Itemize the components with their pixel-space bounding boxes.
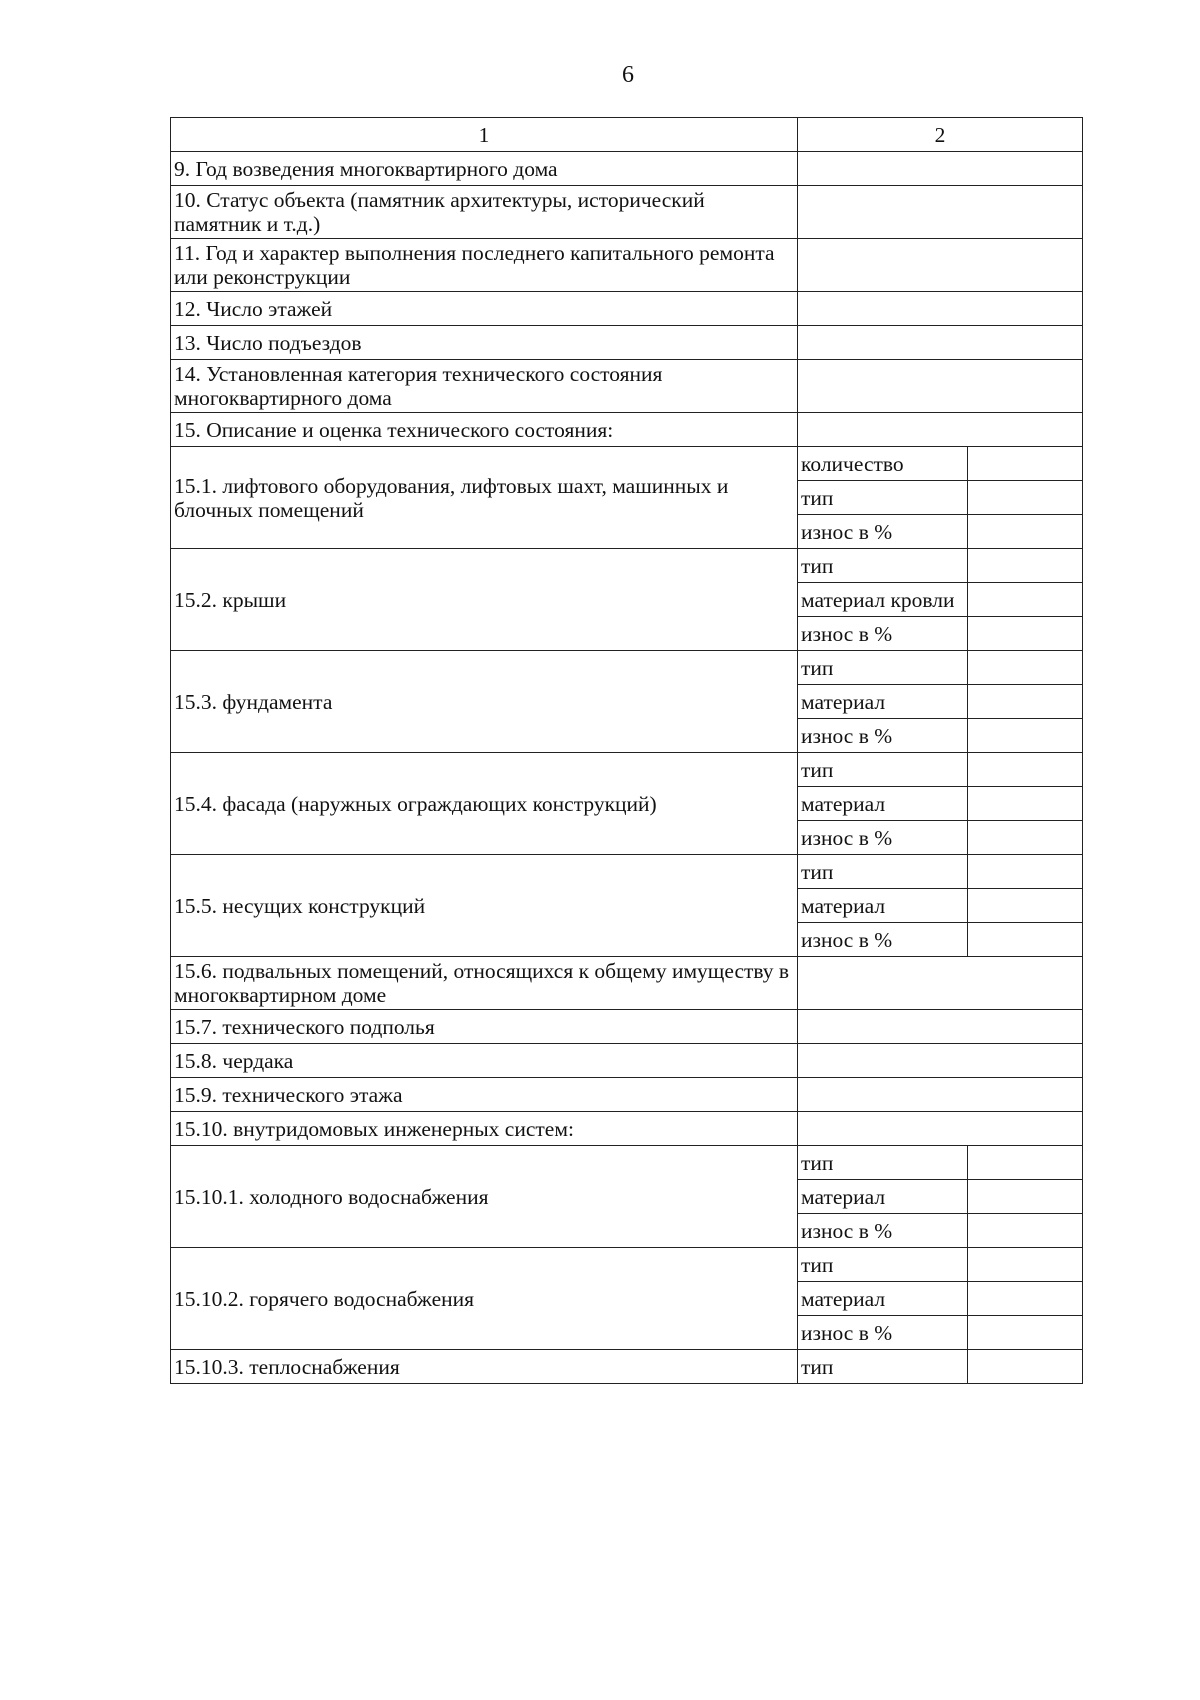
row-label-15-6: 15.6. подвальных помещений, относящихся к общему имуществу в многоквартирном доме [171,957,798,1010]
value-cell[interactable] [968,1146,1083,1180]
sub-label-material: материал [798,1180,968,1214]
value-cell[interactable] [968,1282,1083,1316]
row-label-15-10-3: 15.10.3. теплоснабжения [171,1350,798,1384]
sub-label-material: материал [798,787,968,821]
sub-label-type: тип [798,481,968,515]
value-cell[interactable] [968,753,1083,787]
value-cell[interactable] [968,821,1083,855]
row-label-15-10: 15.10. внутридомовых инженерных систем: [171,1112,798,1146]
value-cell[interactable] [968,719,1083,753]
sub-label-wear: износ в % [798,923,968,957]
value-cell[interactable] [968,583,1083,617]
page-number: 6 [622,62,634,88]
sub-label-material: материал [798,1282,968,1316]
table-row [171,292,1083,326]
value-cell[interactable] [968,685,1083,719]
value-cell[interactable] [968,481,1083,515]
table-row [171,651,1083,685]
row-label-14: 14. Установленная категория технического состояния многоквартирного дома [171,360,798,413]
table-row [171,1350,1083,1384]
value-cell[interactable] [968,549,1083,583]
value-cell[interactable] [968,923,1083,957]
row-label-15-2: 15.2. крыши [171,549,798,651]
row-label-9: 9. Год возведения многоквартирного дома [171,152,798,186]
sub-label-type: тип [798,753,968,787]
value-cell[interactable] [968,1316,1083,1350]
value-cell[interactable] [968,1248,1083,1282]
value-cell-15-9[interactable] [798,1078,1083,1112]
sub-label-wear: износ в % [798,617,968,651]
column-1-header: 1 [171,118,798,152]
sub-label-material: материал [798,685,968,719]
sub-label-type: тип [798,1350,968,1384]
value-cell-15[interactable] [798,413,1083,447]
value-cell-13[interactable] [798,326,1083,360]
sub-label-type: тип [798,651,968,685]
table-row [171,1010,1083,1044]
row-label-15-10-1: 15.10.1. холодного водоснабжения [171,1146,798,1248]
value-cell[interactable] [968,787,1083,821]
table-row [171,186,1083,239]
row-label-15-10-2: 15.10.2. горячего водоснабжения [171,1248,798,1350]
row-label-15-1: 15.1. лифтового оборудования, лифтовых шахт, машинных и блочных помещений [171,447,798,549]
sub-label-material: материал [798,889,968,923]
value-cell[interactable] [968,1350,1083,1384]
row-label-15-9: 15.9. технического этажа [171,1078,798,1112]
value-cell[interactable] [968,1214,1083,1248]
value-cell[interactable] [968,1180,1083,1214]
value-cell[interactable] [968,651,1083,685]
value-cell-12[interactable] [798,292,1083,326]
row-label-15-8: 15.8. чердака [171,1044,798,1078]
table-header-row [171,118,1083,152]
value-cell[interactable] [968,447,1083,481]
row-label-15-4: 15.4. фасада (наружных ограждающих конструкций) [171,753,798,855]
row-label-12: 12. Число этажей [171,292,798,326]
value-cell-15-7[interactable] [798,1010,1083,1044]
row-label-15-3: 15.3. фундамента [171,651,798,753]
table-row [171,549,1083,583]
technical-condition-table [170,117,1083,1384]
row-label-15-5: 15.5. несущих конструкций [171,855,798,957]
table-row [171,413,1083,447]
value-cell-11[interactable] [798,239,1083,292]
value-cell-15-6[interactable] [798,957,1083,1010]
sub-label-wear: износ в % [798,515,968,549]
table-row [171,957,1083,1010]
sub-label-wear: износ в % [798,719,968,753]
value-cell[interactable] [968,617,1083,651]
sub-label-type: тип [798,1146,968,1180]
table-row [171,1078,1083,1112]
sub-label-wear: износ в % [798,821,968,855]
sub-label-wear: износ в % [798,1214,968,1248]
table-row [171,753,1083,787]
table-row [171,152,1083,186]
row-label-15-7: 15.7. технического подполья [171,1010,798,1044]
table-row [171,239,1083,292]
sub-label-roof-material: материал кровли [798,583,968,617]
table-row [171,447,1083,481]
sub-label-type: тип [798,855,968,889]
table-row [171,1248,1083,1282]
value-cell-10[interactable] [798,186,1083,239]
value-cell[interactable] [968,855,1083,889]
table-row [171,360,1083,413]
value-cell-15-10[interactable] [798,1112,1083,1146]
value-cell-14[interactable] [798,360,1083,413]
sub-label-quantity: количество [798,447,968,481]
row-label-15: 15. Описание и оценка технического состояния: [171,413,798,447]
value-cell[interactable] [968,889,1083,923]
table-row [171,1112,1083,1146]
table-row [171,1146,1083,1180]
value-cell[interactable] [968,515,1083,549]
table-row [171,326,1083,360]
row-label-11: 11. Год и характер выполнения последнего капитального ремонта или реконструкции [171,239,798,292]
row-label-13: 13. Число подъездов [171,326,798,360]
sub-label-type: тип [798,1248,968,1282]
value-cell-9[interactable] [798,152,1083,186]
sub-label-type: тип [798,549,968,583]
table-row [171,1044,1083,1078]
sub-label-wear: износ в % [798,1316,968,1350]
value-cell-15-8[interactable] [798,1044,1083,1078]
column-2-header: 2 [798,118,1083,152]
table-row [171,855,1083,889]
row-label-10: 10. Статус объекта (памятник архитектуры, исторический памятник и т.д.) [171,186,798,239]
